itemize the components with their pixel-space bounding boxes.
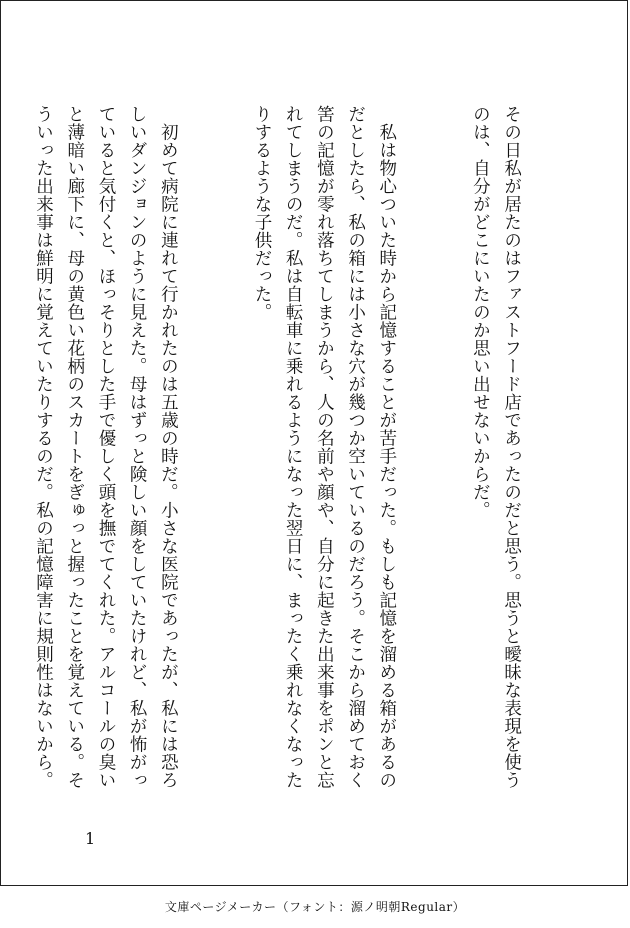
footer-caption: 文庫ページメーカー（フォント：源ノ明朝Regular）: [164, 900, 466, 914]
paragraph-1: その日私が居たのはファストフード店であったのだと思う。思うと曖昧な表現を使うのは、自分がどこにいたのか思い出せないからだ。: [470, 105, 522, 789]
page-number: 1: [85, 829, 96, 848]
paragraph-3: 初めて病院に連れて行かれたのは五歳の時だ。小さな医院であったが、私には恐ろしいダンジョンのように見えた。母はずっと険しい顔をしていたけれど、私が怖がっていると気付くと、ほっそりとした手で優しく頭を撫でてくれた。アルコールの臭いと薄暗い廊下に、母の黄色い花柄のスカートをぎゅっと握ったことを覚えている。そういった出来事は鮮明に覚えていたりするのだ。私の記憶障害に規則性はないから。: [33, 105, 179, 789]
paragraph-2: 私は物心ついた時から記憶することが苦手だった。もしも記憶を溜める箱があるのだとしたら、私の箱には小さな穴が幾つか空いているのだろう。そこから溜めておく筈の記憶が零れ落ちてしまうから、人の名前や顔や、自分に起きた出来事をポンと忘れてしまうのだ。私は自転車に乗れるようになった翌日に、まったく乗れなくなったりするような子供だった。: [251, 105, 397, 789]
vertical-text-body: [29, 105, 589, 805]
